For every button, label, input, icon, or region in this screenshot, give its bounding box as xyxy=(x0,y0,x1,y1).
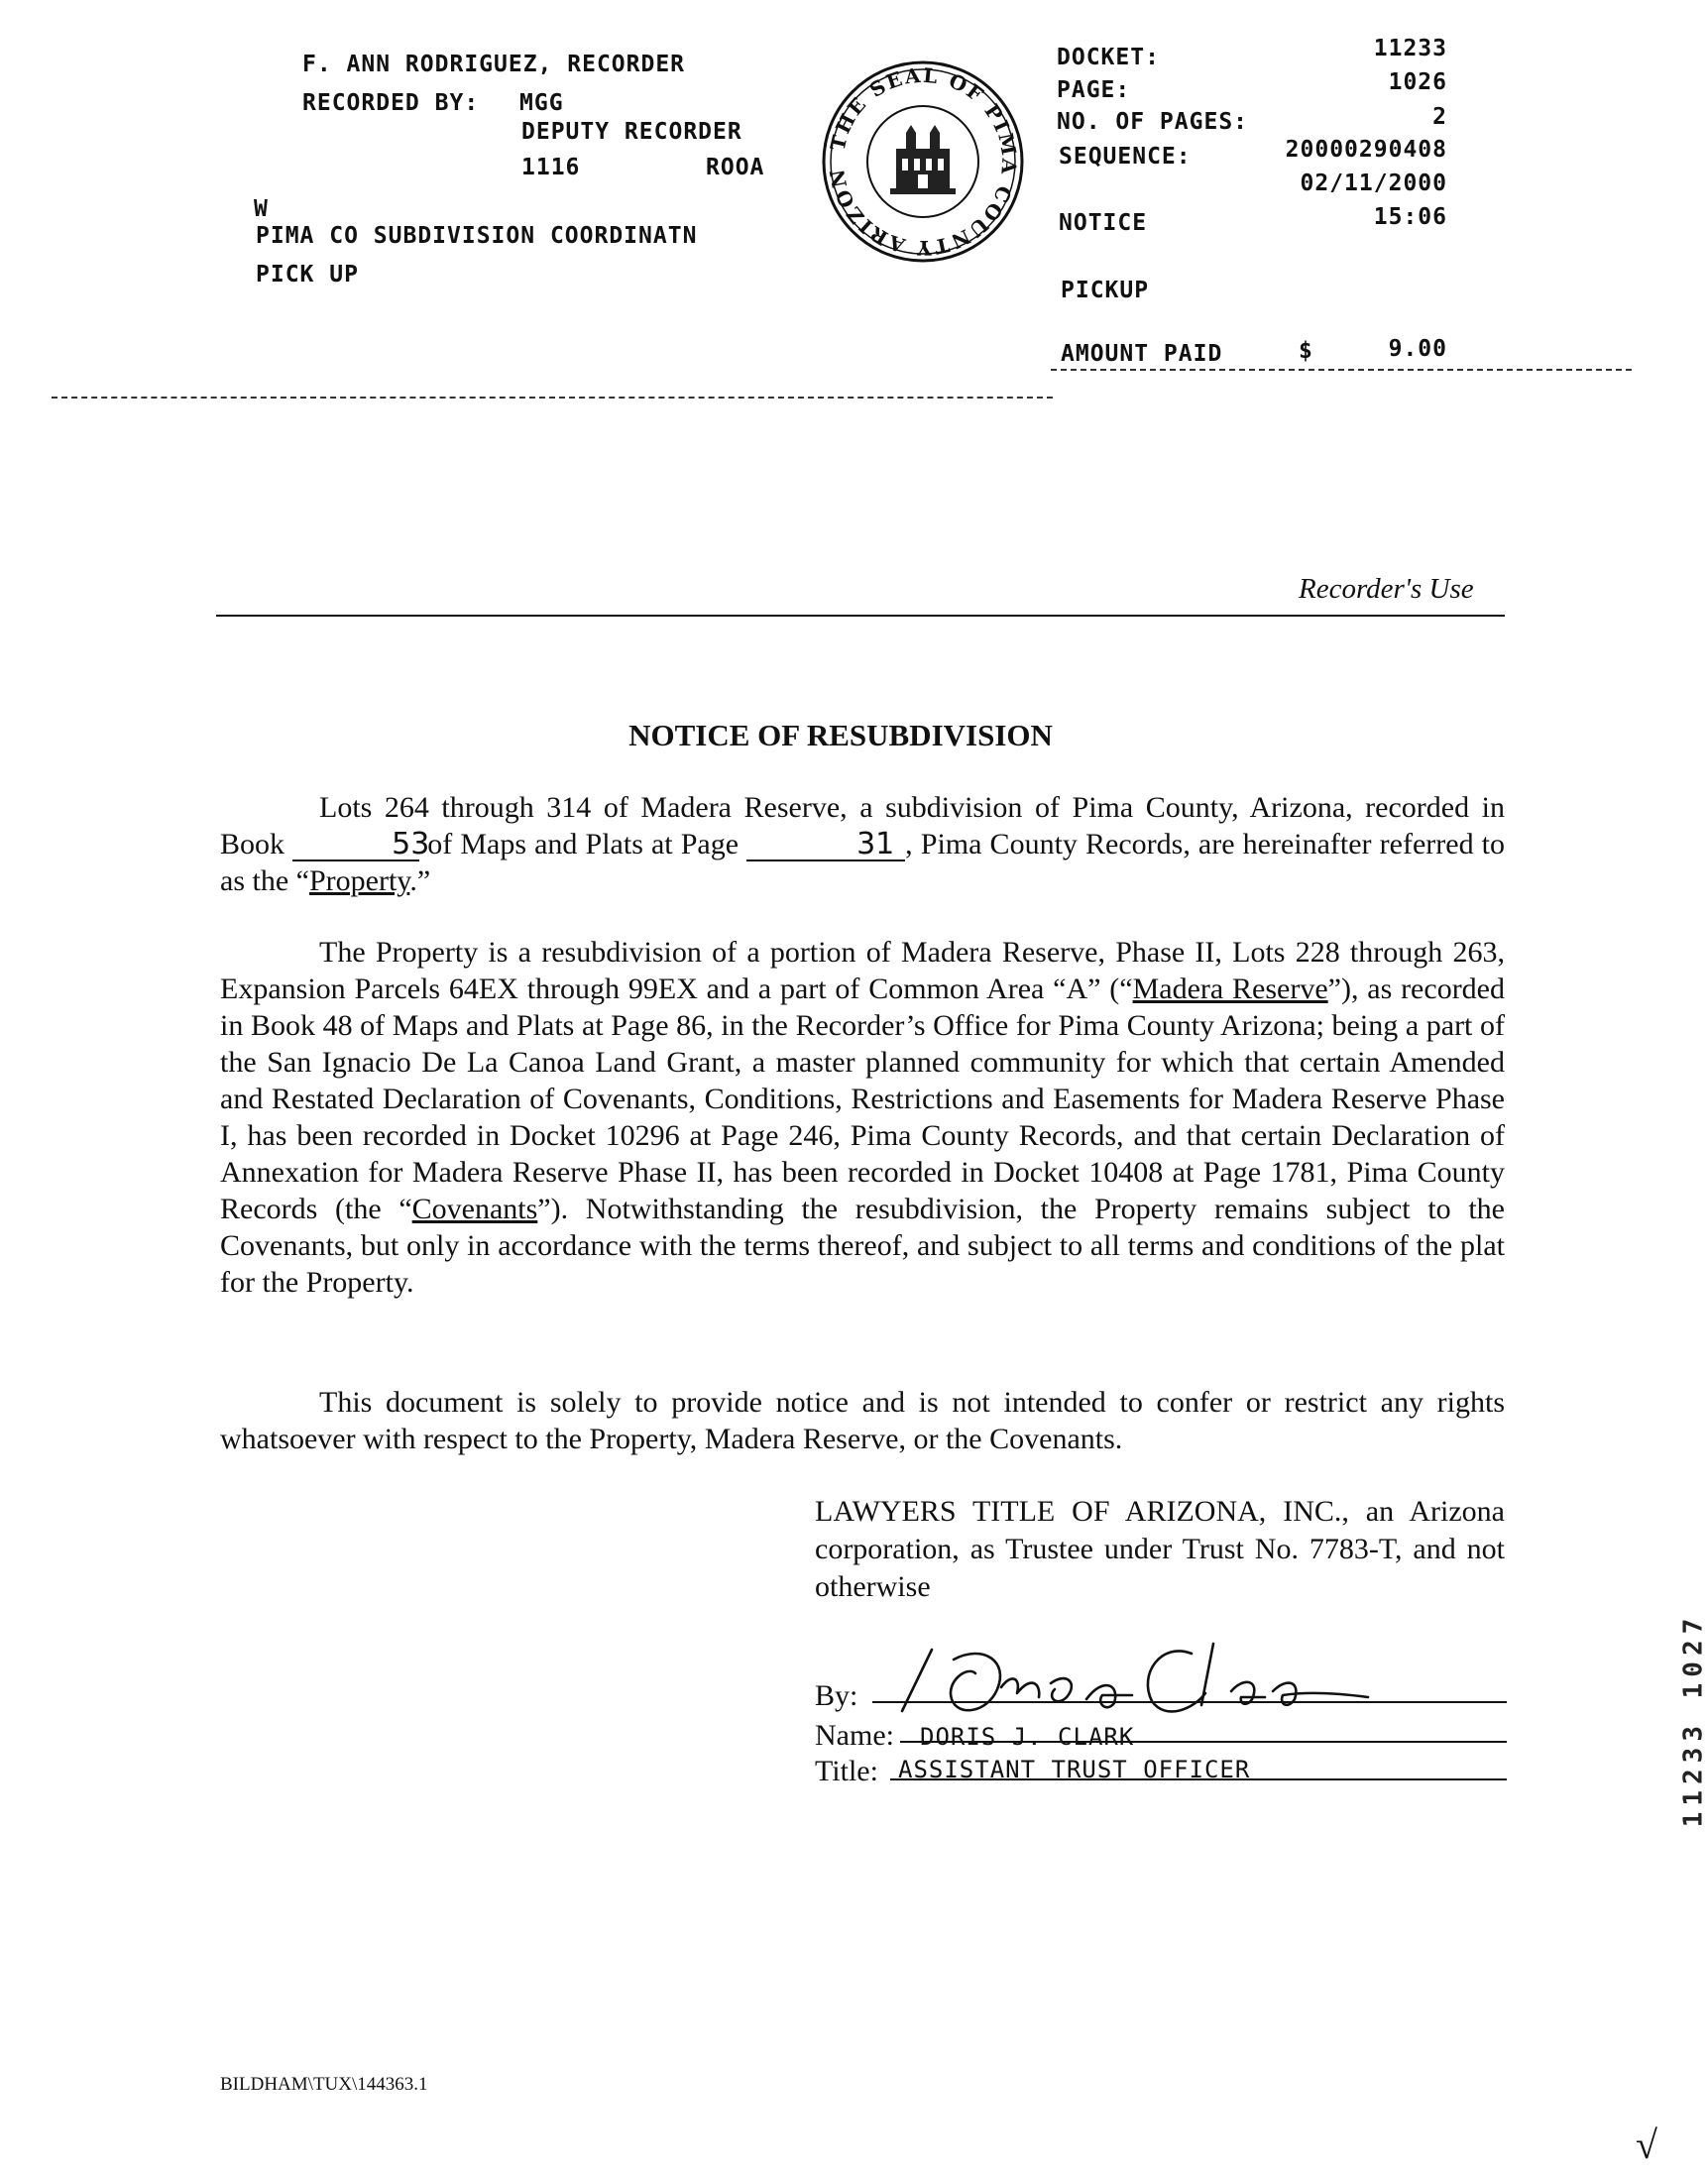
recorder-code-number: 1116 xyxy=(521,155,581,180)
recorder-code: ROOA xyxy=(706,155,765,180)
header-dashed-rule xyxy=(52,397,1053,399)
footer-document-code: BILDHAM\TUX\144363.1 xyxy=(220,2074,428,2095)
paragraph-2-part3: ”). Notwithstanding the resubdivision, the Property remains subject to the Covenants, but only in accordance with the terms thereof, and subject to all terms and conditions of the plat for the Property. xyxy=(220,1193,1505,1299)
paragraph-resubdivision xyxy=(220,934,1505,1301)
paragraph-2-part2: ”), as recorded in Book 48 of Maps and Plats at Page 86, in the Recorder’s Office for Pima County Arizona; being a part of the San Ignacio De La Canoa Land Grant, a master planned community for which that certain Amended and Restated Declaration of Covenants, Conditions, Restrictions and Easements for Madera Reserve Phase I, has been recorded in Docket 10296 at Page 246, Pima County Records, and that certain Declaration of Annexation for Madera Reserve Phase II, has been recorded in Docket 10408 at Page 1781, Pima County Records (the “ xyxy=(220,973,1505,1225)
handwritten-signature xyxy=(872,1614,1487,1733)
paragraph-2-part1: The Property is a resubdivision of a portion of Madera Reserve, Phase II, Lots 228 through 263, Expansion Parcels 64EX through 99EX and a part of Common Area “A” (“ xyxy=(220,936,1505,1005)
docket-label: DOCKET: xyxy=(1057,45,1160,70)
amount-paid-label: AMOUNT PAID xyxy=(1061,341,1223,367)
paragraph-1-mid: of Maps and Plats at Page xyxy=(427,828,740,860)
corner-check-mark: √ xyxy=(1636,2122,1657,2167)
name-label: Name: xyxy=(815,1719,894,1752)
recorders-use-label: Recorder's Use xyxy=(1299,573,1474,605)
signer-name: DORIS J. CLARK xyxy=(920,1723,1135,1751)
deputy-recorder: DEPUTY RECORDER xyxy=(521,119,742,145)
paragraph-property xyxy=(220,789,1505,899)
recording-time: 15:06 xyxy=(1373,204,1447,230)
title-label: Title: xyxy=(815,1755,878,1787)
page-value: 1026 xyxy=(1388,69,1447,95)
paragraph-1-lead: Lots 264 through 314 of Madera Reserve, a subdivision of Pima County, Arizona, recorded in Book xyxy=(220,791,1505,860)
page-label: PAGE: xyxy=(1057,77,1131,103)
sequence-value: 20000290408 xyxy=(1285,137,1447,163)
recorder-name: F. ANN RODRIGUEZ, RECORDER xyxy=(302,52,686,77)
header-dashed-rule-right xyxy=(1051,369,1632,371)
signatory-entity: LAWYERS TITLE OF ARIZONA, INC., an Arizona corporation, as Trustee under Trust No. 7783-T, and not otherwise xyxy=(815,1495,1505,1603)
madera-reserve-term: Madera Reserve xyxy=(1132,973,1328,1005)
seal-text: THE SEAL OF PIMA COUNTY ARIZON xyxy=(824,62,1022,261)
currency-symbol: $ xyxy=(1299,338,1313,364)
page-number: 31 xyxy=(746,830,905,861)
recorded-by-label: RECORDED BY: xyxy=(302,90,480,116)
document-title: NOTICE OF RESUBDIVISION xyxy=(628,718,1053,752)
requester: PIMA CO SUBDIVISION COORDINATN xyxy=(256,223,698,249)
paragraph-notice xyxy=(220,1384,1505,1457)
w-mark: W xyxy=(254,196,269,222)
by-label: By: xyxy=(815,1679,858,1712)
signer-title: ASSISTANT TRUST OFFICER xyxy=(898,1756,1251,1783)
property-term: Property xyxy=(308,864,410,897)
pages-value: 2 xyxy=(1432,104,1447,130)
delivery-method: PICK UP xyxy=(256,262,359,287)
notice-label: NOTICE xyxy=(1059,210,1148,236)
book-number: 53 xyxy=(292,830,419,861)
sequence-label: SEQUENCE: xyxy=(1059,144,1192,170)
amount-paid-value: 9.00 xyxy=(1388,336,1447,362)
pima-county-seal xyxy=(821,59,1025,264)
covenants-term: Covenants xyxy=(411,1193,538,1225)
paragraph-1-end: .” xyxy=(409,864,431,897)
margin-docket-stamp: 11233 1027 xyxy=(1678,1612,1708,1828)
docket-value: 11233 xyxy=(1373,36,1447,61)
recorders-use-rule xyxy=(216,615,1505,617)
pages-label: NO. OF PAGES: xyxy=(1057,109,1249,135)
recorded-by-value: MGG xyxy=(519,90,564,116)
paragraph-3-text: This document is solely to provide notice and is not intended to confer or restrict any rights whatsoever with respect to the Property, Madera Reserve, or the Covenants. xyxy=(220,1386,1505,1455)
recording-date: 02/11/2000 xyxy=(1300,171,1447,196)
pickup-label: PICKUP xyxy=(1061,278,1150,303)
paragraph-1-after: , Pima County Records, are hereinafter referred to as the “ xyxy=(220,828,1506,897)
